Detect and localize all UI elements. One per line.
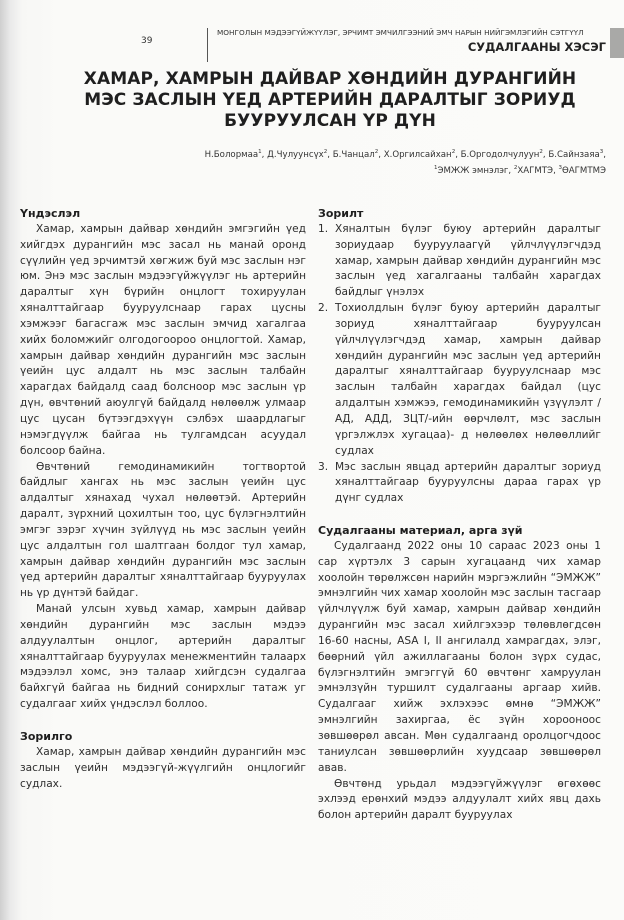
author: Б.Оргодолчулуун$^2$ — [460, 149, 543, 160]
journal-name: МОНГОЛЫН МЭДЭЭГҮЙЖҮҮЛЭГ, ЭРЧИМТ ЭМЧИЛГЭЭНИЙ ЭМЧ НАРЫН НИЙГЭМЛЭГИЙН СЭТГҮҮЛ — [217, 28, 584, 37]
objective-text: Тохиолдлын бүлэг буюу артерийн даралтыг зориуд хяналттайгаар бууруулсан үйлчлүүлэгчдэд хамар, хамрын дайвар хөндийн дурангийн мэс заслын үед артерийн даралтыг хяналттайгаар бууруулснаар мэс заслын талбайн харагдах байдал (цус алдалтын хэмжээ, гемодинамикийн үзүүлэлт / АД, АДД, ЗЦТ/-ийн өөрчлөлт, мэс заслын үргэлжлэх хугацаа)- д нөлөөлөх нөлөөллийг судлах — [335, 302, 601, 457]
affiliation-list: $^1$ЭМЖЖ эмнэлэг, $^2$ХАГМТЭ, $^3$ӨАГМТМЭ — [434, 164, 606, 176]
title-line: БУУРУУЛСАН ҮР ДҮН — [224, 111, 436, 131]
intro-paragraph: Манай улсын хувьд хамар, хамрын дайвар хөндийн дурангийн мэс заслын мэдээ алдуулалтын онцлог, артерийн даралтыг хяналттайгаар бууруулах менежментийн талаарх мэдээлэл хомс, энэ талаар хийгдсэн судалгаа байхгүй байгаа нь бидний сонирхлыг татаж уг судалгааг хийх үндэслэл боллоо. — [20, 603, 306, 711]
title-line: МЭС ЗАСЛЫН ҮЕД АРТЕРИЙН ДАРАЛТЫГ ЗОРИУД — [84, 90, 576, 110]
objective-number: 2. — [318, 302, 329, 315]
affiliation: $^3$ӨАГМТМЭ — [558, 164, 606, 176]
page-number: 39 — [141, 36, 153, 46]
methods-paragraph: Өвчтөнд урьдал мэдээгүйжүүлэг өгөхөөс эхлээд ерөнхий мэдээ алдуулалт хийх явц дахь болон артерийн даралт бууруулах — [318, 777, 601, 822]
objective-item — [318, 460, 601, 508]
right-column — [318, 206, 601, 824]
objective-item — [318, 222, 601, 301]
objective-number: 1. — [318, 222, 329, 235]
article-title — [60, 69, 600, 132]
objective-text: Хяналтын бүлэг буюу артерийн даралтыг зориудаар бууруулаагүй үйлчлүүлэгчдэд хамар, хамрын дайвар хөндийн дурангийн мэс заслын үед хагалгааны талбайн харагдах байдлыг үнэлэх — [335, 222, 601, 299]
objectives-heading: Зорилт — [318, 207, 364, 220]
author-list: Н.Болормаа$^1$, Д.Чулуунсүх$^2$, Б.Чанцал$^2$, Х.Оргилсайхан$^2$, Б.Оргодолчулуун$^2$, Б.Сайнзаяа$^3$, — [204, 149, 606, 160]
intro-paragraph: Өвчтөний гемодинамикийн тогтвортой байдлыг хангах нь мэс заслын үеийн цус алдалтыг хянахад чухал нөлөөтэй. Артерийн даралт, зүрхний цохилтын тоо, цус бүлэгнэлтийн эмгэг зэрэг хүчин зүйлүүд нь мэс заслын үеийн цус алдалтын гол шалтгаан болдог тул хамар, хамрын дайвар хөндийн дурангийн мэс заслын үед артерийн даралтыг хяналттайгаар бууруулах нь үр дүнтэй байдаг. — [20, 460, 306, 600]
author: Н.Болормаа$^1$ — [204, 149, 262, 160]
page-header — [0, 0, 624, 56]
methods-paragraph: Судалгаанд 2022 оны 10 сараас 2023 оны 1 сар хүртэлх 3 сарын хугацаанд чих хамар хоолойн төрөлжсөн нарийн мэргэжлийн “ЭМЖЖ” эмнэлгийн чих хамар хоолойн мэс заслын тасгаар үйлчлүүлж буй хамар, хамрын дайвар хөндийн дурангийн мэс засал хийлгэхээр төлөвлөгдсөн 16-60 насны, ASA I, II ангилалд хамрагдах, элэг, бөөрний үйл ажиллагааны болон зүрх судас, бүлэгнэлтийн эмгэггүй 60 өвчтөнг хамруулан эмнэлзүйн туршилт судалгааны аргаар хийв. Судалгааг хийж эхлэхээс өмнө “ЭМЖЖ” эмнэлгийн захиргаа, ёс зүйн хорооноос зөвшөөрөл авсан. Мөн судалгаанд оролцогчдоос таниулсан зөвшөөрлийн хуудсаар зөвшөөрөл авав. — [318, 539, 601, 774]
intro-heading: Үндэслэл — [20, 207, 81, 220]
left-column — [20, 206, 306, 792]
methods-heading: Судалгааны материал, арга зүй — [318, 524, 523, 538]
header-divider — [207, 28, 208, 62]
intro-paragraph: Хамар, хамрын дайвар хөндийн эмгэгийн үед хийгдэх дурангийн мэс засал нь манай оронд сүүлийн үед эрчимтэй хөгжиж буй мэс заслын нэг юм. Энэ мэс заслын мэдээгүйжүүлэг нь артерийн даралтыг хүн бүрийн онцлогт тохируулан хяналттайгаар бууруулснаар гарах цусны хэмжээг багасгаж мэс заслын эмчид хагалгаа хийх боломжийг олгодогоороо онцлогтой. Хамар, хамрын дайвар хөндийн дурангийн мэс заслын үеийн цус алдалт нь мэс заслын талбайн харагдах байдалд саад болсноор мэс заслын үр дүн, өвчтөний аюулгүй байдалд нөлөөлж улмаар цус цусан бүтээгдэхүүн сэлбэх шаардлагыг нэмэгдүүлж байгаа нь тулгамдсан асуудал болсоор байна. — [20, 222, 306, 457]
title-line: ХАМАР, ХАМРЫН ДАЙВАР ХӨНДИЙН ДУРАНГИЙН — [83, 69, 577, 89]
authors-block — [205, 146, 606, 178]
section-marker — [610, 28, 624, 58]
affiliation: $^2$ХАГМТЭ — [513, 164, 554, 176]
author: Б.Сайнзаяа$^3$ — [548, 149, 604, 160]
author: Х.Оргилсайхан$^2$ — [383, 149, 456, 160]
objectives-list — [318, 222, 601, 507]
goal-paragraph: Хамар, хамрын дайвар хөндийн дурангийн мэс заслын үеийн мэдээгүй-жүүлгийн онцлогийг судлах. — [20, 745, 306, 790]
section-label: СУДАЛГААНЫ ХЭСЭГ — [467, 40, 606, 54]
goal-heading: Зорилго — [20, 730, 73, 743]
objective-item — [318, 301, 601, 459]
affiliation: $^1$ЭМЖЖ эмнэлэг — [434, 164, 509, 176]
author: Д.Чулуунсүх$^2$ — [267, 149, 328, 160]
author: Б.Чанцал$^2$ — [332, 149, 379, 160]
objective-number: 3. — [318, 460, 329, 473]
objective-text: Мэс заслын явцад артерийн даралтыг зориуд хяналттайгаар бууруулсны дараа гарах үр дүнг судлах — [335, 460, 601, 505]
